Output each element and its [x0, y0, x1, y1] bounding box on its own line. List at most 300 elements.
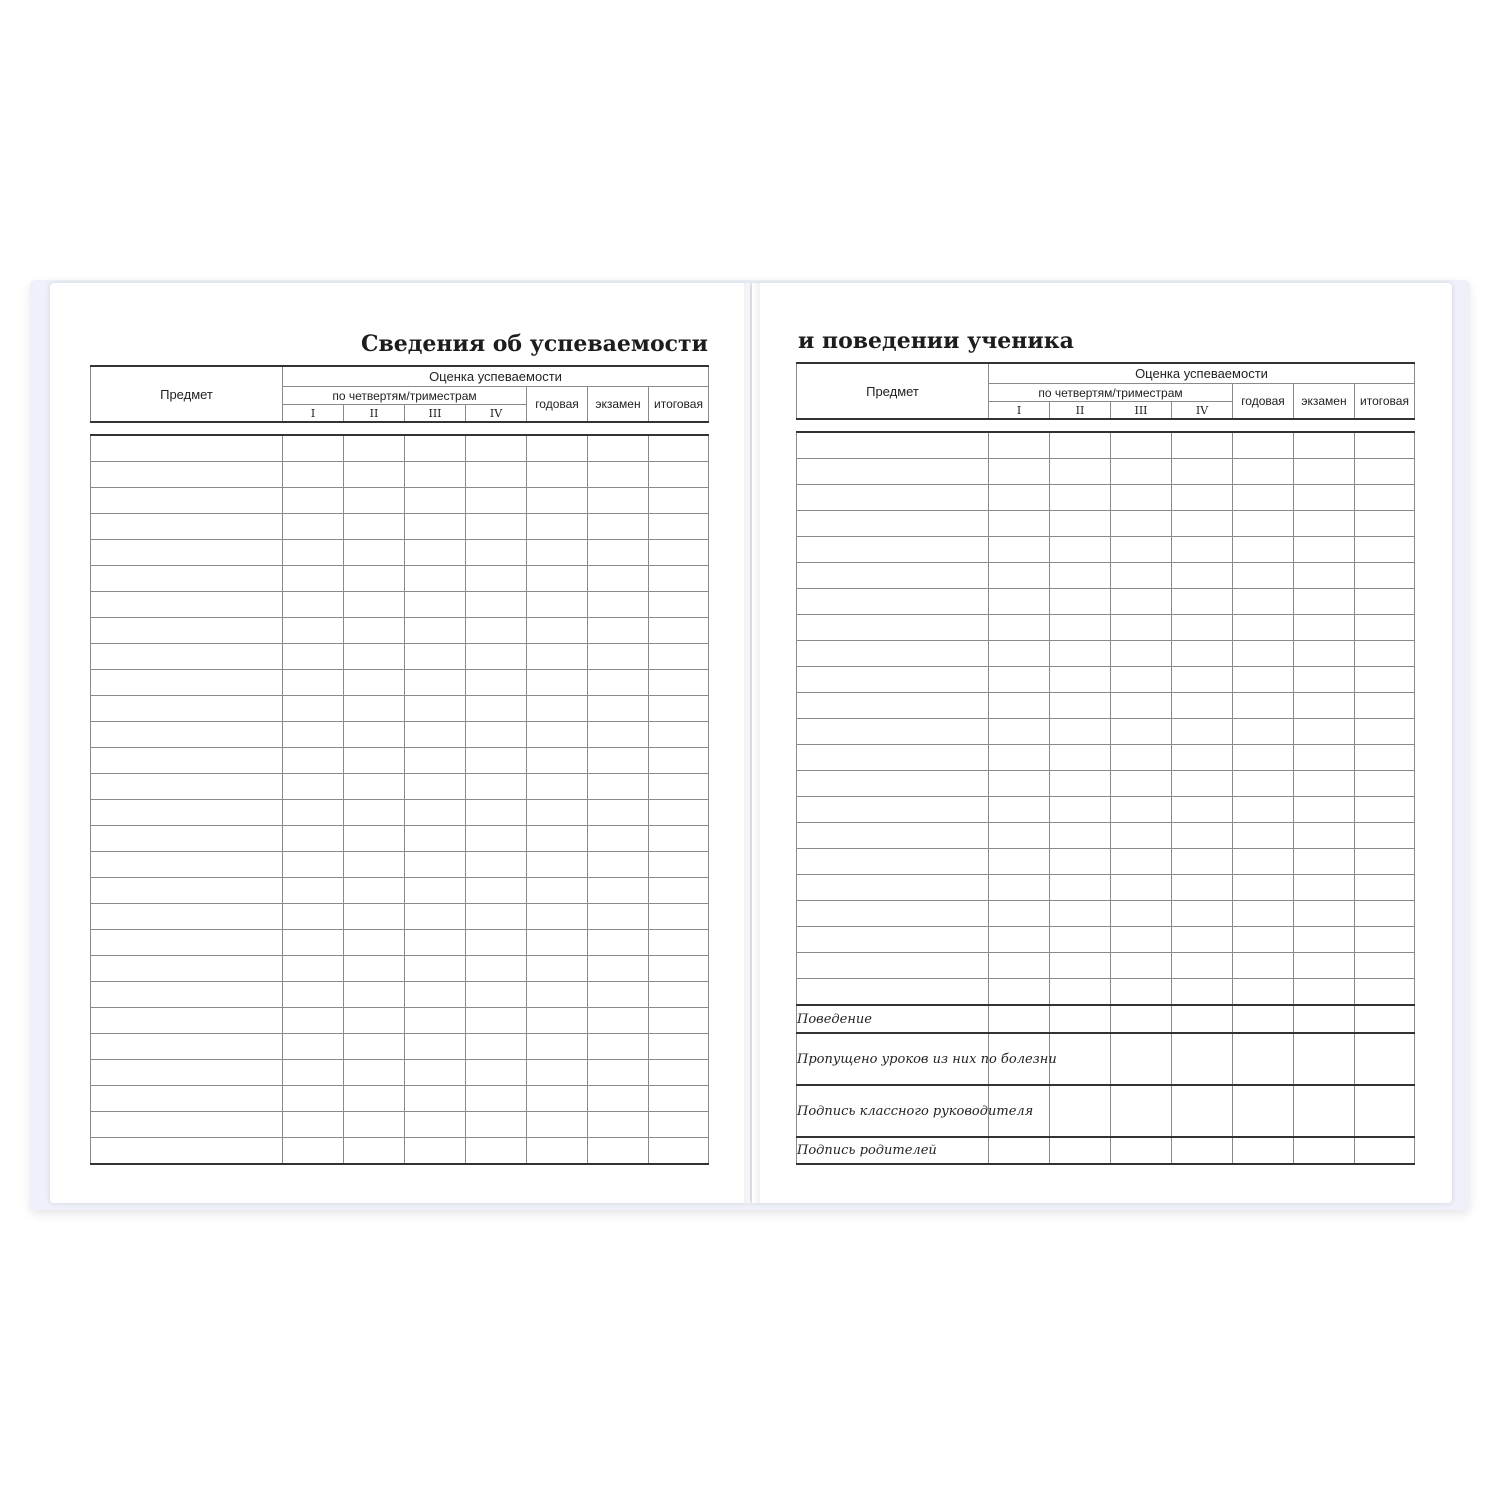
grade-cell[interactable] — [527, 618, 588, 644]
grade-cell[interactable] — [1294, 771, 1355, 797]
grade-cell[interactable] — [344, 878, 405, 904]
subject-cell[interactable] — [797, 927, 989, 953]
grade-cell[interactable] — [405, 878, 466, 904]
grade-cell[interactable] — [405, 1034, 466, 1060]
table-cell[interactable] — [1233, 1005, 1294, 1033]
grade-cell[interactable] — [405, 566, 466, 592]
grade-cell[interactable] — [405, 826, 466, 852]
grade-cell[interactable] — [1172, 563, 1233, 589]
grade-cell[interactable] — [1233, 641, 1294, 667]
grade-cell[interactable] — [283, 748, 344, 774]
grade-cell[interactable] — [989, 563, 1050, 589]
table-cell[interactable] — [1050, 1005, 1111, 1033]
grade-cell[interactable] — [527, 800, 588, 826]
subject-cell[interactable] — [91, 488, 283, 514]
subject-cell[interactable] — [91, 904, 283, 930]
grade-cell[interactable] — [588, 800, 649, 826]
grade-cell[interactable] — [1050, 875, 1111, 901]
subject-cell[interactable] — [91, 852, 283, 878]
grade-cell[interactable] — [989, 875, 1050, 901]
grade-cell[interactable] — [989, 589, 1050, 615]
table-cell[interactable] — [1233, 1033, 1294, 1085]
grade-cell[interactable] — [1233, 901, 1294, 927]
grade-cell[interactable] — [1294, 693, 1355, 719]
grade-cell[interactable] — [527, 904, 588, 930]
grade-cell[interactable] — [1233, 485, 1294, 511]
grade-cell[interactable] — [283, 982, 344, 1008]
grade-cell[interactable] — [588, 488, 649, 514]
grade-cell[interactable] — [466, 982, 527, 1008]
grade-cell[interactable] — [588, 748, 649, 774]
grade-cell[interactable] — [649, 774, 709, 800]
grade-cell[interactable] — [588, 462, 649, 488]
grade-cell[interactable] — [1355, 771, 1415, 797]
grade-cell[interactable] — [588, 904, 649, 930]
grade-cell[interactable] — [344, 592, 405, 618]
grade-cell[interactable] — [588, 514, 649, 540]
grade-cell[interactable] — [1233, 953, 1294, 979]
grade-cell[interactable] — [989, 823, 1050, 849]
grade-cell[interactable] — [989, 901, 1050, 927]
grade-cell[interactable] — [1111, 849, 1172, 875]
grade-cell[interactable] — [466, 878, 527, 904]
grade-cell[interactable] — [527, 956, 588, 982]
subject-cell[interactable] — [797, 693, 989, 719]
subject-cell[interactable] — [91, 1008, 283, 1034]
grade-cell[interactable] — [649, 696, 709, 722]
grade-cell[interactable] — [466, 1112, 527, 1138]
grade-cell[interactable] — [1172, 953, 1233, 979]
grade-cell[interactable] — [405, 722, 466, 748]
subject-cell[interactable] — [91, 748, 283, 774]
grade-cell[interactable] — [1172, 719, 1233, 745]
grade-cell[interactable] — [344, 1008, 405, 1034]
subject-cell[interactable] — [797, 667, 989, 693]
grade-cell[interactable] — [649, 1034, 709, 1060]
grade-cell[interactable] — [1050, 459, 1111, 485]
grade-cell[interactable] — [466, 826, 527, 852]
grade-cell[interactable] — [1294, 511, 1355, 537]
grade-cell[interactable] — [649, 592, 709, 618]
grade-cell[interactable] — [283, 514, 344, 540]
grade-cell[interactable] — [1111, 901, 1172, 927]
grade-cell[interactable] — [344, 1086, 405, 1112]
grade-cell[interactable] — [1111, 745, 1172, 771]
grade-cell[interactable] — [283, 1086, 344, 1112]
grade-cell[interactable] — [1050, 745, 1111, 771]
grade-cell[interactable] — [588, 1034, 649, 1060]
grade-cell[interactable] — [466, 774, 527, 800]
grade-cell[interactable] — [989, 693, 1050, 719]
grade-cell[interactable] — [466, 748, 527, 774]
grade-cell[interactable] — [527, 826, 588, 852]
grade-cell[interactable] — [283, 774, 344, 800]
grade-cell[interactable] — [527, 592, 588, 618]
grade-cell[interactable] — [344, 852, 405, 878]
grade-cell[interactable] — [466, 1034, 527, 1060]
grade-cell[interactable] — [405, 1086, 466, 1112]
grade-cell[interactable] — [1233, 823, 1294, 849]
grade-cell[interactable] — [344, 722, 405, 748]
table-cell[interactable] — [1172, 1005, 1233, 1033]
grade-cell[interactable] — [1355, 459, 1415, 485]
grade-cell[interactable] — [649, 644, 709, 670]
grade-cell[interactable] — [344, 462, 405, 488]
grade-cell[interactable] — [405, 696, 466, 722]
subject-cell[interactable] — [91, 462, 283, 488]
grade-cell[interactable] — [989, 849, 1050, 875]
grade-cell[interactable] — [1050, 537, 1111, 563]
grade-cell[interactable] — [1355, 797, 1415, 823]
grade-cell[interactable] — [344, 540, 405, 566]
grade-cell[interactable] — [283, 826, 344, 852]
grade-cell[interactable] — [405, 462, 466, 488]
grade-cell[interactable] — [1294, 797, 1355, 823]
grade-cell[interactable] — [1050, 849, 1111, 875]
grade-cell[interactable] — [527, 722, 588, 748]
grade-cell[interactable] — [283, 1112, 344, 1138]
grade-cell[interactable] — [1111, 927, 1172, 953]
grade-cell[interactable] — [527, 1034, 588, 1060]
grade-cell[interactable] — [649, 722, 709, 748]
grade-cell[interactable] — [649, 904, 709, 930]
grade-cell[interactable] — [1294, 745, 1355, 771]
grade-cell[interactable] — [1355, 485, 1415, 511]
grade-cell[interactable] — [344, 435, 405, 462]
grade-cell[interactable] — [1294, 979, 1355, 1006]
grade-cell[interactable] — [527, 435, 588, 462]
grade-cell[interactable] — [283, 722, 344, 748]
grade-cell[interactable] — [989, 719, 1050, 745]
grade-cell[interactable] — [283, 696, 344, 722]
grade-cell[interactable] — [588, 696, 649, 722]
grade-cell[interactable] — [283, 904, 344, 930]
grade-cell[interactable] — [649, 1138, 709, 1165]
grade-cell[interactable] — [1233, 511, 1294, 537]
grade-cell[interactable] — [405, 852, 466, 878]
grade-cell[interactable] — [1233, 563, 1294, 589]
grade-cell[interactable] — [527, 462, 588, 488]
grade-cell[interactable] — [405, 488, 466, 514]
table-cell[interactable] — [1233, 1137, 1294, 1164]
subject-cell[interactable] — [797, 745, 989, 771]
grade-cell[interactable] — [344, 514, 405, 540]
subject-cell[interactable] — [91, 722, 283, 748]
grade-cell[interactable] — [1050, 589, 1111, 615]
grade-cell[interactable] — [466, 435, 527, 462]
grade-cell[interactable] — [649, 930, 709, 956]
grade-cell[interactable] — [466, 1138, 527, 1165]
grade-cell[interactable] — [344, 956, 405, 982]
grade-cell[interactable] — [1294, 927, 1355, 953]
grade-cell[interactable] — [588, 930, 649, 956]
grade-cell[interactable] — [1172, 432, 1233, 459]
grade-cell[interactable] — [1355, 589, 1415, 615]
grade-cell[interactable] — [1294, 589, 1355, 615]
grade-cell[interactable] — [405, 670, 466, 696]
grade-cell[interactable] — [1111, 432, 1172, 459]
grade-cell[interactable] — [588, 566, 649, 592]
grade-cell[interactable] — [649, 878, 709, 904]
grade-cell[interactable] — [649, 1086, 709, 1112]
grade-cell[interactable] — [466, 852, 527, 878]
grade-cell[interactable] — [1294, 901, 1355, 927]
grade-cell[interactable] — [1111, 589, 1172, 615]
grade-cell[interactable] — [405, 435, 466, 462]
grade-cell[interactable] — [283, 956, 344, 982]
grade-cell[interactable] — [1172, 745, 1233, 771]
grade-cell[interactable] — [527, 488, 588, 514]
table-cell[interactable] — [1172, 1085, 1233, 1137]
grade-cell[interactable] — [1355, 432, 1415, 459]
grade-cell[interactable] — [527, 982, 588, 1008]
grade-cell[interactable] — [344, 748, 405, 774]
grade-cell[interactable] — [283, 1060, 344, 1086]
grade-cell[interactable] — [1172, 823, 1233, 849]
grade-cell[interactable] — [466, 904, 527, 930]
grade-cell[interactable] — [466, 722, 527, 748]
grade-cell[interactable] — [649, 956, 709, 982]
grade-cell[interactable] — [588, 1008, 649, 1034]
grade-cell[interactable] — [405, 800, 466, 826]
grade-cell[interactable] — [588, 435, 649, 462]
grade-cell[interactable] — [405, 1060, 466, 1086]
grade-cell[interactable] — [1233, 432, 1294, 459]
grade-cell[interactable] — [649, 748, 709, 774]
grade-cell[interactable] — [649, 566, 709, 592]
grade-cell[interactable] — [1050, 432, 1111, 459]
table-cell[interactable] — [1111, 1005, 1172, 1033]
subject-cell[interactable] — [797, 589, 989, 615]
grade-cell[interactable] — [649, 488, 709, 514]
grade-cell[interactable] — [588, 878, 649, 904]
grade-cell[interactable] — [466, 488, 527, 514]
grade-cell[interactable] — [1111, 537, 1172, 563]
grade-cell[interactable] — [1050, 771, 1111, 797]
grade-cell[interactable] — [588, 592, 649, 618]
table-cell[interactable] — [1050, 1085, 1111, 1137]
grade-cell[interactable] — [1233, 771, 1294, 797]
grade-cell[interactable] — [1050, 953, 1111, 979]
grade-cell[interactable] — [466, 644, 527, 670]
table-cell[interactable] — [1172, 1137, 1233, 1164]
grade-cell[interactable] — [527, 670, 588, 696]
grade-cell[interactable] — [649, 462, 709, 488]
table-cell[interactable] — [1111, 1137, 1172, 1164]
grade-cell[interactable] — [405, 1112, 466, 1138]
grade-cell[interactable] — [1050, 979, 1111, 1006]
grade-cell[interactable] — [283, 566, 344, 592]
grade-cell[interactable] — [466, 670, 527, 696]
grade-cell[interactable] — [1111, 459, 1172, 485]
grade-cell[interactable] — [1355, 953, 1415, 979]
grade-cell[interactable] — [405, 774, 466, 800]
grade-cell[interactable] — [1172, 511, 1233, 537]
table-cell[interactable] — [1172, 1033, 1233, 1085]
subject-cell[interactable] — [91, 435, 283, 462]
grade-cell[interactable] — [1233, 615, 1294, 641]
grade-cell[interactable] — [1111, 953, 1172, 979]
subject-cell[interactable] — [91, 696, 283, 722]
grade-cell[interactable] — [1355, 745, 1415, 771]
grade-cell[interactable] — [588, 1138, 649, 1165]
subject-cell[interactable] — [797, 537, 989, 563]
subject-cell[interactable] — [797, 719, 989, 745]
grade-cell[interactable] — [1355, 537, 1415, 563]
grade-cell[interactable] — [527, 540, 588, 566]
subject-cell[interactable] — [797, 901, 989, 927]
grade-cell[interactable] — [989, 927, 1050, 953]
grade-cell[interactable] — [1050, 927, 1111, 953]
grade-cell[interactable] — [466, 618, 527, 644]
table-cell[interactable] — [1355, 1137, 1415, 1164]
grade-cell[interactable] — [527, 1086, 588, 1112]
grade-cell[interactable] — [283, 878, 344, 904]
grade-cell[interactable] — [1355, 927, 1415, 953]
grade-cell[interactable] — [1111, 875, 1172, 901]
grade-cell[interactable] — [344, 670, 405, 696]
grade-cell[interactable] — [649, 800, 709, 826]
grade-cell[interactable] — [1233, 719, 1294, 745]
grade-cell[interactable] — [344, 1138, 405, 1165]
grade-cell[interactable] — [405, 982, 466, 1008]
grade-cell[interactable] — [1355, 979, 1415, 1006]
grade-cell[interactable] — [989, 537, 1050, 563]
subject-cell[interactable] — [91, 800, 283, 826]
grade-cell[interactable] — [1172, 485, 1233, 511]
grade-cell[interactable] — [283, 488, 344, 514]
subject-cell[interactable] — [91, 1138, 283, 1165]
table-cell[interactable] — [989, 1005, 1050, 1033]
grade-cell[interactable] — [466, 956, 527, 982]
grade-cell[interactable] — [344, 826, 405, 852]
grade-cell[interactable] — [588, 618, 649, 644]
grade-cell[interactable] — [1294, 667, 1355, 693]
grade-cell[interactable] — [1111, 823, 1172, 849]
grade-cell[interactable] — [405, 644, 466, 670]
grade-cell[interactable] — [649, 982, 709, 1008]
subject-cell[interactable] — [797, 875, 989, 901]
grade-cell[interactable] — [588, 826, 649, 852]
grade-cell[interactable] — [466, 540, 527, 566]
grade-cell[interactable] — [344, 930, 405, 956]
grade-cell[interactable] — [1233, 693, 1294, 719]
grade-cell[interactable] — [405, 956, 466, 982]
grade-cell[interactable] — [588, 1112, 649, 1138]
grade-cell[interactable] — [1294, 537, 1355, 563]
grade-cell[interactable] — [1233, 589, 1294, 615]
grade-cell[interactable] — [588, 852, 649, 878]
grade-cell[interactable] — [1294, 485, 1355, 511]
grade-cell[interactable] — [649, 435, 709, 462]
subject-cell[interactable] — [797, 641, 989, 667]
grade-cell[interactable] — [283, 592, 344, 618]
grade-cell[interactable] — [1355, 823, 1415, 849]
grade-cell[interactable] — [1172, 667, 1233, 693]
grade-cell[interactable] — [527, 774, 588, 800]
grade-cell[interactable] — [283, 462, 344, 488]
grade-cell[interactable] — [344, 982, 405, 1008]
subject-cell[interactable] — [91, 878, 283, 904]
subject-cell[interactable] — [91, 956, 283, 982]
grade-cell[interactable] — [344, 774, 405, 800]
subject-cell[interactable] — [797, 979, 989, 1006]
grade-cell[interactable] — [1050, 797, 1111, 823]
grade-cell[interactable] — [1172, 537, 1233, 563]
grade-cell[interactable] — [344, 800, 405, 826]
subject-cell[interactable] — [91, 592, 283, 618]
grade-cell[interactable] — [649, 540, 709, 566]
subject-cell[interactable] — [797, 563, 989, 589]
table-cell[interactable] — [1294, 1005, 1355, 1033]
grade-cell[interactable] — [527, 748, 588, 774]
grade-cell[interactable] — [527, 930, 588, 956]
grade-cell[interactable] — [989, 771, 1050, 797]
grade-cell[interactable] — [466, 566, 527, 592]
grade-cell[interactable] — [649, 852, 709, 878]
table-cell[interactable] — [1355, 1033, 1415, 1085]
grade-cell[interactable] — [405, 514, 466, 540]
grade-cell[interactable] — [1355, 511, 1415, 537]
grade-cell[interactable] — [588, 956, 649, 982]
table-cell[interactable] — [1294, 1137, 1355, 1164]
grade-cell[interactable] — [344, 566, 405, 592]
grade-cell[interactable] — [649, 1060, 709, 1086]
subject-cell[interactable] — [91, 1060, 283, 1086]
subject-cell[interactable] — [91, 774, 283, 800]
subject-cell[interactable] — [91, 540, 283, 566]
grade-cell[interactable] — [527, 1060, 588, 1086]
grade-cell[interactable] — [1172, 615, 1233, 641]
grade-cell[interactable] — [1050, 823, 1111, 849]
grade-cell[interactable] — [283, 1138, 344, 1165]
grade-cell[interactable] — [1111, 563, 1172, 589]
grade-cell[interactable] — [1233, 667, 1294, 693]
grade-cell[interactable] — [466, 1008, 527, 1034]
grade-cell[interactable] — [527, 696, 588, 722]
grade-cell[interactable] — [1111, 771, 1172, 797]
grade-cell[interactable] — [1233, 797, 1294, 823]
grade-cell[interactable] — [649, 1008, 709, 1034]
grade-cell[interactable] — [1172, 875, 1233, 901]
table-cell[interactable] — [1355, 1005, 1415, 1033]
grade-cell[interactable] — [989, 485, 1050, 511]
grade-cell[interactable] — [1233, 927, 1294, 953]
grade-cell[interactable] — [989, 953, 1050, 979]
grade-cell[interactable] — [1050, 615, 1111, 641]
subject-cell[interactable] — [91, 566, 283, 592]
subject-cell[interactable] — [797, 432, 989, 459]
grade-cell[interactable] — [1233, 875, 1294, 901]
grade-cell[interactable] — [1233, 745, 1294, 771]
grade-cell[interactable] — [989, 667, 1050, 693]
grade-cell[interactable] — [1233, 979, 1294, 1006]
grade-cell[interactable] — [588, 540, 649, 566]
grade-cell[interactable] — [527, 514, 588, 540]
grade-cell[interactable] — [1294, 563, 1355, 589]
subject-cell[interactable] — [797, 459, 989, 485]
grade-cell[interactable] — [283, 852, 344, 878]
grade-cell[interactable] — [466, 930, 527, 956]
grade-cell[interactable] — [1111, 641, 1172, 667]
subject-cell[interactable] — [797, 953, 989, 979]
subject-cell[interactable] — [797, 615, 989, 641]
grade-cell[interactable] — [405, 930, 466, 956]
grade-cell[interactable] — [344, 488, 405, 514]
grade-cell[interactable] — [283, 618, 344, 644]
grade-cell[interactable] — [1355, 719, 1415, 745]
grade-cell[interactable] — [1172, 927, 1233, 953]
